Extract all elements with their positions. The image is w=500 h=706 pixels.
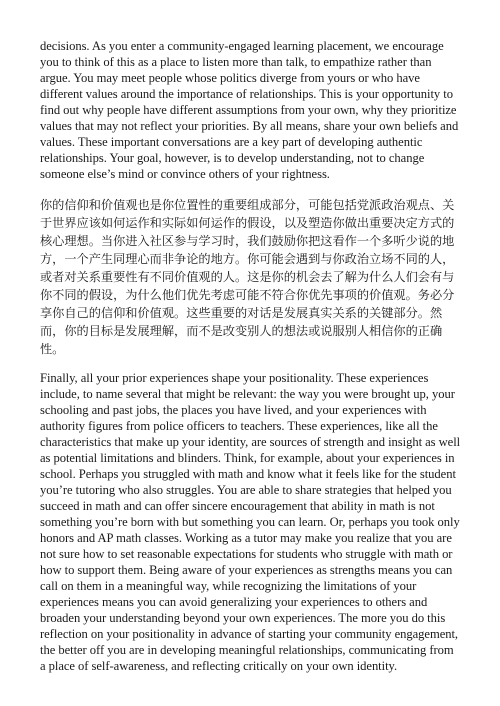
document-page xyxy=(40,38,462,674)
paragraph-english-experiences: Finally, all your prior experiences shape your positionality. These experiences include, to name several that might be relevant: the way you were brought up, your schooling and past jobs, the places you have lived, and your experiences with authority figures from police officers to teachers. These experiences, like all the characteristics that make up your identity, are sources of strength and insight as well as potential limitations and blinders. Think, for example, about your experiences in school. Perhaps you struggled with math and know what it feels like for the student you’re tutoring who also struggles. You are able to share strategies that helped you succeed in math and can offer sincere encouragement that ability in math is not something you’re born with but something you can learn. Or, perhaps you took only honors and AP math classes. Working as a tutor may make you realize that you are not sure how to set reasonable expectations for students who struggle with math or how to support them. Being aware of your experiences as strengths means you can call on them in a meaningful way, while recognizing the limitations of your experiences means you can avoid generalizing your experiences to others and broaden your understanding beyond your own experiences. The more you do this reflection on your positionality in advance of starting your community engagement, the better off you are in developing meaningful relationships, communicating from a place of self-awareness, and reflecting critically on your own identity. xyxy=(40,371,461,673)
paragraph-english-values: decisions. As you enter a community-engaged learning placement, we encourage you to think of this as a place to listen more than talk, to empathize rather than argue. You may meet people whose politics diverge from yours or who have different values around the importance of relationships. This is your opportunity to find out why people have different assumptions from your own, why they prioritize values that may not reflect your priorities. By all means, share your own beliefs and values. These important conversations are a key part of developing authentic relationships. Your goal, however, is to develop understanding, not to change someone else’s mind or convince others of your rightness. xyxy=(40,39,459,181)
paragraph-chinese-translation: 你的信仰和价值观也是你位置性的重要组成部分，可能包括党派政治观点、关于世界应该如何运作和实际如何运作的假设，以及塑造你做出重要决定方式的核心理想。当你进入社区参与学习时，我们鼓励你把这看作一个多听少说的地方，一个产生同理心而非争论的地方。你可能会遇到与你政治立场不同的人，或者对关系重要性有不同价值观的人。这是你的机会去了解为什么人们会有与你不同的假设，为什么他们优先考虑可能不符合你优先事项的价值观。务必分享你自己的信仰和价值观。这些重要的对话是发展真实关系的关键部分。然而，你的目标是发展理解，而不是改变别人的想法或说服别人相信你的正确性。 xyxy=(40,198,455,356)
